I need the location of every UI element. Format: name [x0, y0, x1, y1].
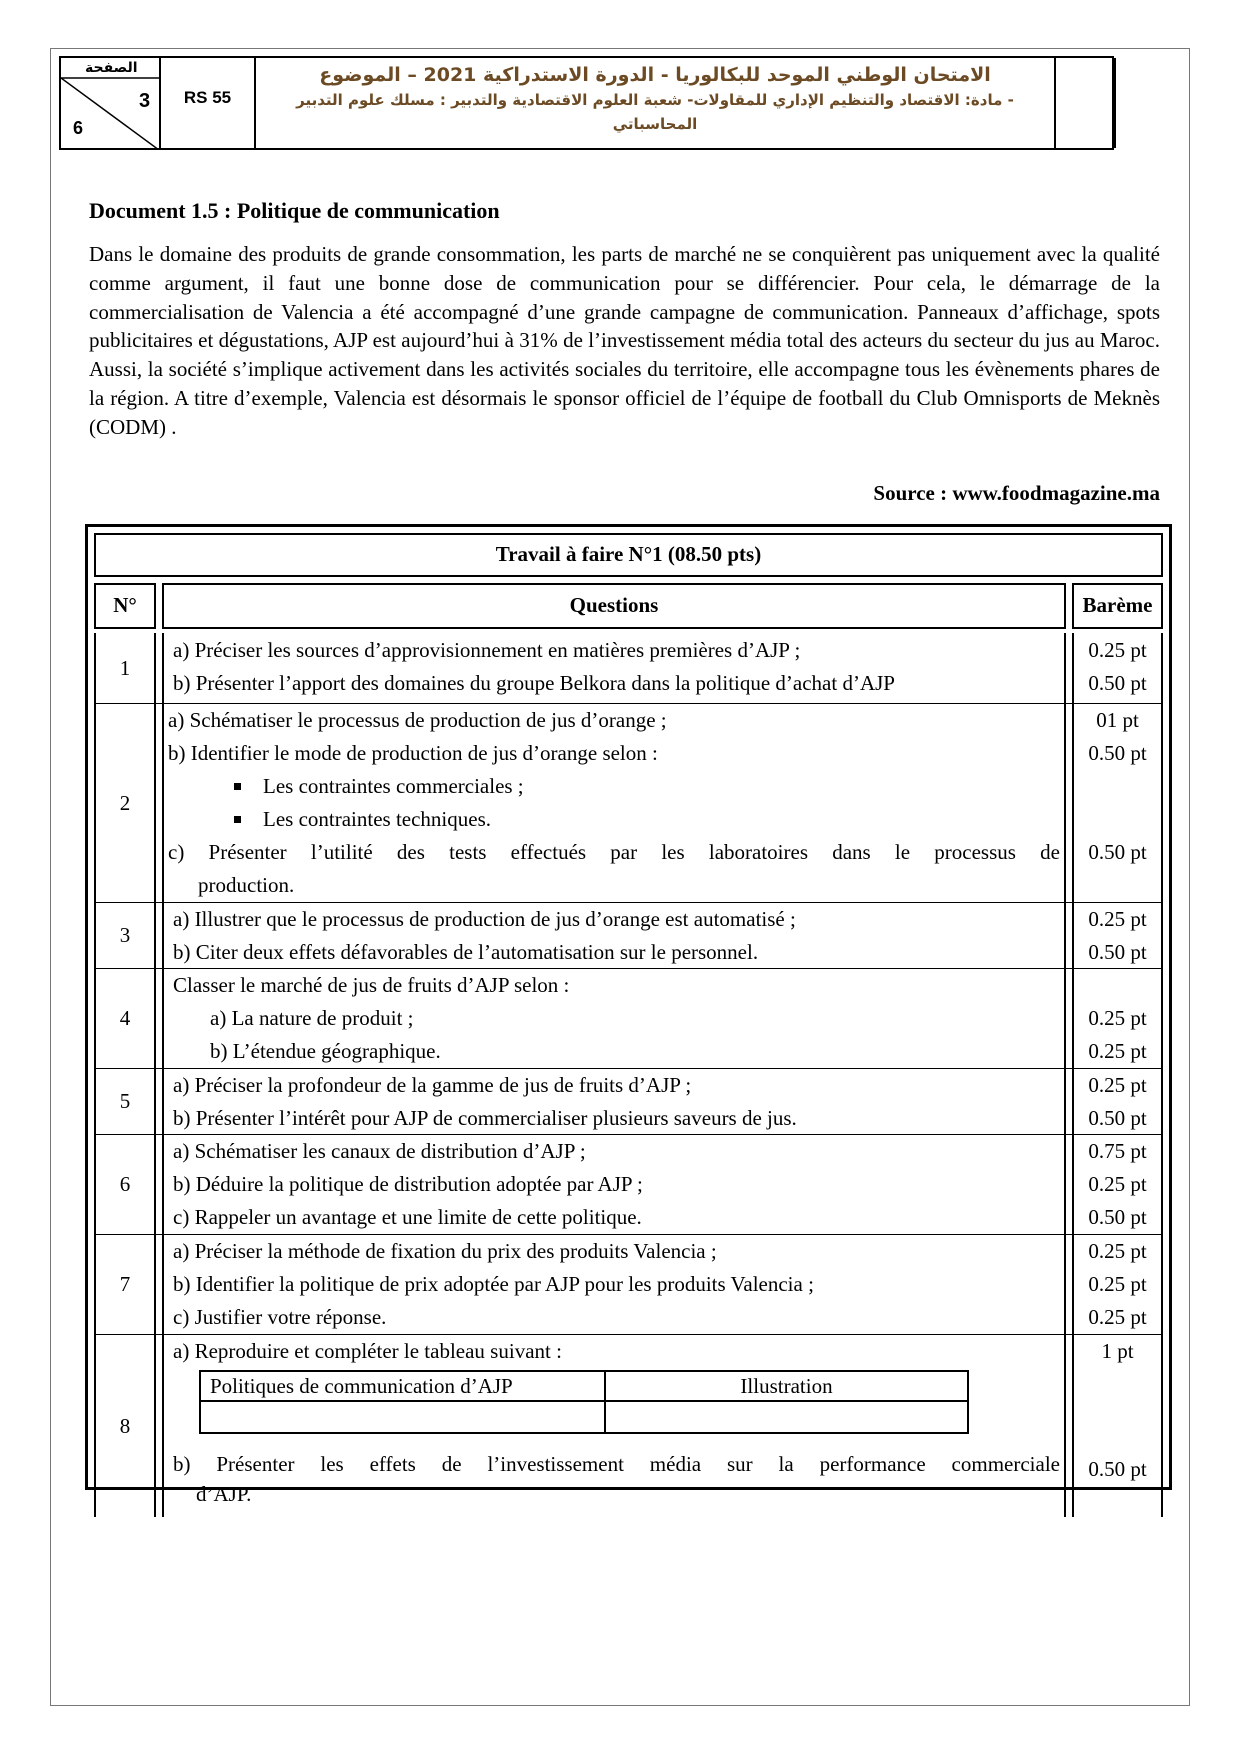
bareme-value: 0.25 pt [1088, 1073, 1147, 1097]
inner-table [199, 1370, 969, 1434]
row-bareme [1072, 704, 1163, 902]
question-line: b) Présenter l’intérêt pour AJP de commercialiser plusieurs saveurs de jus. [173, 1106, 797, 1130]
row-number: 1 [94, 633, 156, 703]
row-bareme [1072, 903, 1163, 968]
question-line: c) Présenter l’utilité des tests effectués par les laboratoires dans le processus de [168, 840, 1060, 864]
question-line: Classer le marché de jus de fruits d’AJP selon : [173, 973, 570, 997]
document-title: Document 1.5 : Politique de communication [89, 198, 500, 223]
question-line: c) Justifier votre réponse. [173, 1305, 387, 1329]
bareme-value: 0.50 pt [1088, 840, 1147, 864]
question-line: b) Identifier le mode de production de jus d’orange selon : [168, 741, 658, 765]
question-line: a) Illustrer que le processus de production de jus d’orange est automatisé ; [173, 907, 796, 931]
row-bareme [1072, 1135, 1163, 1234]
page-label: الصفحة [85, 60, 138, 76]
table-row [94, 969, 1163, 1069]
question-line: a) Préciser la profondeur de la gamme de jus de fruits d’AJP ; [173, 1073, 692, 1097]
table-row [94, 704, 1163, 903]
exam-title-line2: - مادة: الاقتصاد والتنظيم الإداري للمقاولات- شعبة العلوم الاقتصادية والتدبير : مسلك علوم التدبير المحاسباتي [296, 91, 1014, 133]
row-questions [162, 903, 1066, 968]
question-line: a) Préciser les sources d’approvisionnement en matières premières d’AJP ; [173, 638, 801, 662]
row-number: 8 [94, 1335, 156, 1517]
work-table [85, 524, 1172, 1506]
bareme-value: 0.25 pt [1088, 1272, 1147, 1296]
exam-code: RS 55 [161, 58, 256, 148]
bareme-value: 0.50 pt [1088, 1106, 1147, 1130]
bareme-value: 0.50 pt [1088, 741, 1147, 765]
bullet-square-icon [234, 816, 241, 823]
header-blank-cell [1056, 58, 1116, 148]
question-line: b) Présenter les effets de l’investissement média sur la performance commerciale [173, 1452, 1060, 1476]
question-line: b) Identifier la politique de prix adoptée par AJP pour les produits Valencia ; [173, 1272, 814, 1296]
bareme-value: 0.50 pt [1088, 1205, 1147, 1229]
row-bareme [1072, 633, 1163, 703]
question-bullet-line: Les contraintes commerciales ; [234, 770, 524, 803]
document-source: Source : www.foodmagazine.ma [873, 481, 1160, 505]
row-questions [162, 1335, 1066, 1517]
table-row [94, 633, 1163, 704]
question-line: b) L’étendue géographique. [210, 1039, 441, 1063]
bareme-value: 0.50 pt [1088, 940, 1147, 964]
bareme-value: 01 pt [1096, 708, 1139, 732]
table-header-row [94, 583, 1163, 629]
row-number: 2 [94, 704, 156, 902]
row-number: 4 [94, 969, 156, 1068]
row-questions [162, 633, 1066, 703]
table-row [94, 903, 1163, 969]
question-line: b) Déduire la politique de distribution adoptée par AJP ; [173, 1172, 643, 1196]
bareme-value: 0.50 pt [1088, 1457, 1147, 1481]
table-row [94, 1069, 1163, 1135]
row-questions [162, 1135, 1066, 1234]
exam-header [59, 56, 1114, 150]
row-bareme [1072, 1235, 1163, 1334]
document-body: Dans le domaine des produits de grande consommation, les parts de marché ne se conquièrent pas uniquement avec la qualité comme argument, il faut une bonne dose de communication pour se différencier. Pour cela, le démarrage de la commercialisation de Valencia a été accompagné d’une grande campagne de communication. Panneaux d’affichage, spots publicitaires et dégustations, AJP est aujourd’hui à 31% de l’investissement média total des acteurs du secteur du jus au Maroc. Aussi, la société s’implique activement dans les activités sociales du territoire, elle accompagne tous les évènements phares de la région. A titre d’exemple, Valencia est désormais le sponsor officiel de l’équipe de football du Club Omnisports de Meknès (CODM) . [89, 242, 1160, 439]
question-line: b) Citer deux effets défavorables de l’automatisation sur le personnel. [173, 940, 759, 964]
inner-table-empty-cell[interactable] [606, 1402, 967, 1432]
row-questions [162, 1069, 1066, 1134]
question-line: b) Présenter l’apport des domaines du groupe Belkora dans la politique d’achat d’AJP [173, 671, 895, 695]
question-bullet-line: Les contraintes techniques. [234, 803, 491, 836]
page-number: 3 [139, 90, 151, 112]
row-bareme [1072, 1069, 1163, 1134]
inner-table-header-policies: Politiques de communication d’AJP [201, 1372, 606, 1402]
row-number: 3 [94, 903, 156, 968]
header-questions: Questions [162, 583, 1066, 629]
inner-table-empty-cell[interactable] [201, 1402, 606, 1432]
inner-table-header-illustration: Illustration [606, 1372, 967, 1402]
bareme-value: 0.25 pt [1088, 1172, 1147, 1196]
question-line: a) Schématiser les canaux de distribution d’AJP ; [173, 1139, 586, 1163]
row-questions [162, 704, 1066, 902]
row-number: 5 [94, 1069, 156, 1134]
row-number: 6 [94, 1135, 156, 1234]
total-pages: 6 [73, 118, 84, 138]
bareme-value: 0.25 pt [1088, 1239, 1147, 1263]
question-line: a) La nature de produit ; [210, 1006, 414, 1030]
bareme-value: 0.50 pt [1088, 671, 1147, 695]
table-row [94, 1135, 1163, 1235]
table-row [94, 1335, 1163, 1517]
bareme-value: 0.25 pt [1088, 1039, 1147, 1063]
question-line: production. [198, 873, 295, 897]
row-questions [162, 1235, 1066, 1334]
table-title: Travail à faire N°1 (08.50 pts) [94, 533, 1163, 577]
bareme-value: 1 pt [1101, 1339, 1134, 1363]
bareme-value: 0.75 pt [1088, 1139, 1147, 1163]
bareme-value: 0.25 pt [1088, 1006, 1147, 1030]
row-bareme [1072, 1335, 1163, 1517]
row-bareme [1072, 969, 1163, 1068]
bareme-value: 0.25 pt [1088, 907, 1147, 931]
page-indicator [61, 58, 161, 148]
bareme-value: 0.25 pt [1088, 1305, 1147, 1329]
exam-title-line1: الامتحان الوطني الموحد للبكالوريا - الدورة الاستدراكية 2021 – الموضوع [319, 64, 991, 86]
question-line: c) Rappeler un avantage et une limite de cette politique. [173, 1205, 642, 1229]
question-line: a) Schématiser le processus de production de jus d’orange ; [168, 708, 667, 732]
question-line: a) Préciser la méthode de fixation du prix des produits Valencia ; [173, 1239, 717, 1263]
table-row [94, 1235, 1163, 1335]
bareme-value: 0.25 pt [1088, 638, 1147, 662]
question-line: a) Reproduire et compléter le tableau suivant : [173, 1339, 562, 1363]
header-n: N° [94, 583, 156, 629]
row-questions [162, 969, 1066, 1068]
header-bareme: Barème [1072, 583, 1163, 629]
question-line: d’AJP. [196, 1482, 252, 1506]
bullet-square-icon [234, 783, 241, 790]
row-number: 7 [94, 1235, 156, 1334]
exam-title [256, 58, 1056, 148]
